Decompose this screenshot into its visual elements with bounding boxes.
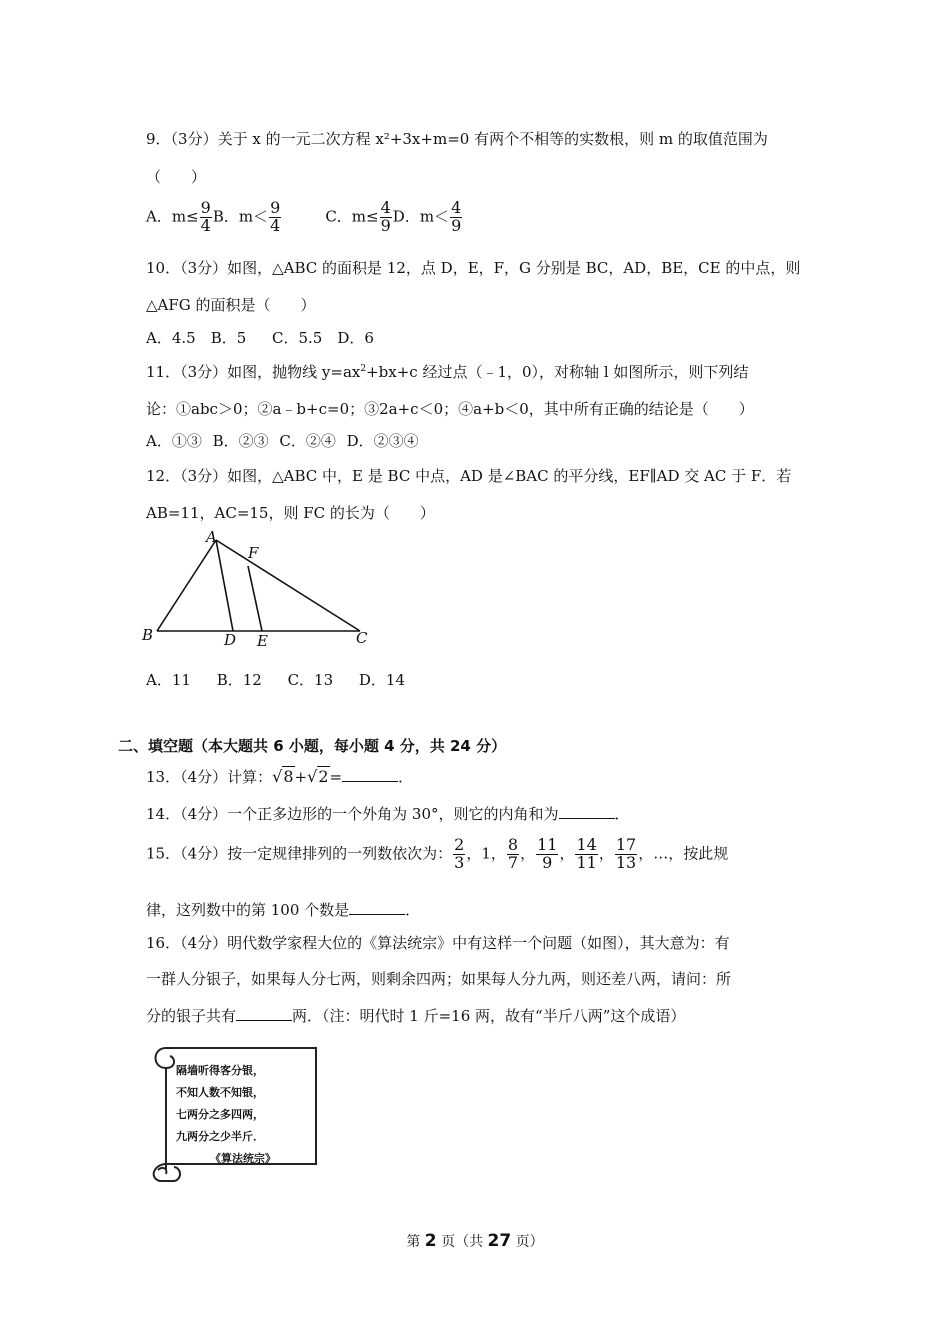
q9-frac-a: $\frac{9}{4}$ [200, 198, 211, 235]
segment-ad [216, 540, 233, 631]
q12-stem-2: AB=11，AC=15，则 FC 的长为（ ） [146, 504, 435, 522]
q10-stem-2: △AFG 的面积是（ ） [146, 296, 316, 314]
q9-stem: 9．（3分）关于 x 的一元二次方程 x²+3x+m=0 有两个不相等的实数根，则 m 的取值范围为 [146, 130, 768, 148]
section-title: 二、填空题（本大题共 6 小题，每小题 4 分，共 24 分） [118, 737, 507, 755]
q14: 14．（4分）一个正多边形的一个外角为 30°，则它的内角和为 ． [146, 805, 630, 823]
q9-opt-b: B．m＜ [212, 207, 269, 226]
q9-opt-a: A．m≤ [146, 207, 199, 226]
q15-frac-5: $\frac{17}{13}$ [615, 835, 637, 872]
q15-line-2: 律，这列数中的第 100 个数是 ． [146, 901, 421, 919]
q15-frac-1: $\frac{2}{3}$ [454, 835, 465, 872]
scroll-line-2: 不知人数不知银， [176, 1086, 264, 1099]
q11-stem-2: 论：①abc＞0；②a﹣b+c=0；③2a+c＜0；④a+b＜0，其中所有正确的结论是（ ） [146, 400, 754, 418]
q16-stem-3: 分的银子共有 两．（注：明代时 1 斤=16 两，故有“半斤八两”这个成语） [146, 1007, 686, 1025]
q15-frac-2: $\frac{8}{7}$ [507, 835, 519, 872]
label-f: F [248, 544, 259, 562]
scroll-source: 《算法统宗》 [210, 1152, 276, 1165]
q9-frac-c: $\frac{4}{9}$ [380, 198, 391, 235]
q12-stem-1: 12．（3分）如图，△ABC 中，E 是 BC 中点，AD 是∠BAC 的平分线，EF∥AD 交 AC 于 F．若 [146, 467, 792, 485]
label-b: B [142, 626, 154, 644]
scroll-line-3: 七两分之多四两， [176, 1108, 264, 1121]
answer-blank[interactable] [559, 806, 615, 819]
scroll-line-1: 隔墙听得客分银， [176, 1064, 264, 1077]
q9-paren: （ ） [146, 168, 207, 186]
answer-blank[interactable] [342, 769, 398, 782]
segment-ef [248, 566, 262, 631]
q9-frac-d: $\frac{4}{9}$ [451, 198, 462, 235]
q11-stem-1: 11．（3分）如图，抛物线 $y=ax^2+bx+c$ 经过点（﹣1，0），对称轴 l 如图所示，则下列结 [146, 363, 749, 381]
label-d: D [224, 631, 237, 649]
q12-triangle-figure [140, 528, 380, 650]
q16-stem-1: 16．（4分）明代数学家程大位的《算法统宗》中有这样一个问题（如图），其大意为：有 [146, 934, 730, 952]
q13: 13．（4分）计算：√8+√2= ． [146, 767, 414, 786]
q10-options: A．4.5 B．5 C．5.5 D．6 [146, 329, 374, 347]
q16-stem-2: 一群人分银子，如果每人分七两，则剩余四两；如果每人分九两，则还差八两，请问：所 [146, 970, 732, 988]
q9-opt-d: D．m＜ [392, 207, 450, 226]
page-total: 27 [487, 1231, 512, 1251]
q16-scroll-figure [144, 1040, 322, 1185]
label-a: A [206, 528, 217, 546]
q15-line-1: 15．（4分）按一定规律排列的一列数依次为： $\frac{2}{3}$ ，1， $\frac{8}{7}$ ， $\frac{11}{9}$ ， $\frac{14}{11}$ ， $\frac{17}{13}$ ，…，按此规 [146, 835, 729, 872]
page-number: 2 [424, 1231, 437, 1251]
sqrt-icon: √8 [272, 767, 294, 786]
q9-frac-b: $\frac{9}{4}$ [270, 198, 281, 235]
q9-opt-c: C．m≤ [325, 207, 379, 226]
q9-options [146, 200, 463, 235]
segment-ab [157, 540, 216, 631]
q10-stem-1: 10．（3分）如图，△ABC 的面积是 12，点 D，E，F，G 分别是 BC，AD，BE，CE 的中点，则 [146, 259, 801, 277]
segment-ac [216, 540, 360, 631]
answer-blank[interactable] [236, 1008, 292, 1021]
q12-options: A．11 B．12 C．13 D．14 [146, 671, 406, 689]
sqrt-icon: √2 [307, 767, 329, 786]
q15-frac-3: $\frac{11}{9}$ [537, 835, 558, 872]
scroll-line-4: 九两分之少半斤． [176, 1130, 264, 1143]
q15-frac-4: $\frac{14}{11}$ [576, 835, 597, 872]
q11-options: A．①③ B．②③ C．②④ D．②③④ [146, 432, 419, 450]
label-c: C [356, 629, 368, 647]
page-footer: 第 2 页（共 27 页） [406, 1231, 544, 1251]
label-e: E [257, 632, 268, 650]
answer-blank[interactable] [349, 902, 405, 915]
